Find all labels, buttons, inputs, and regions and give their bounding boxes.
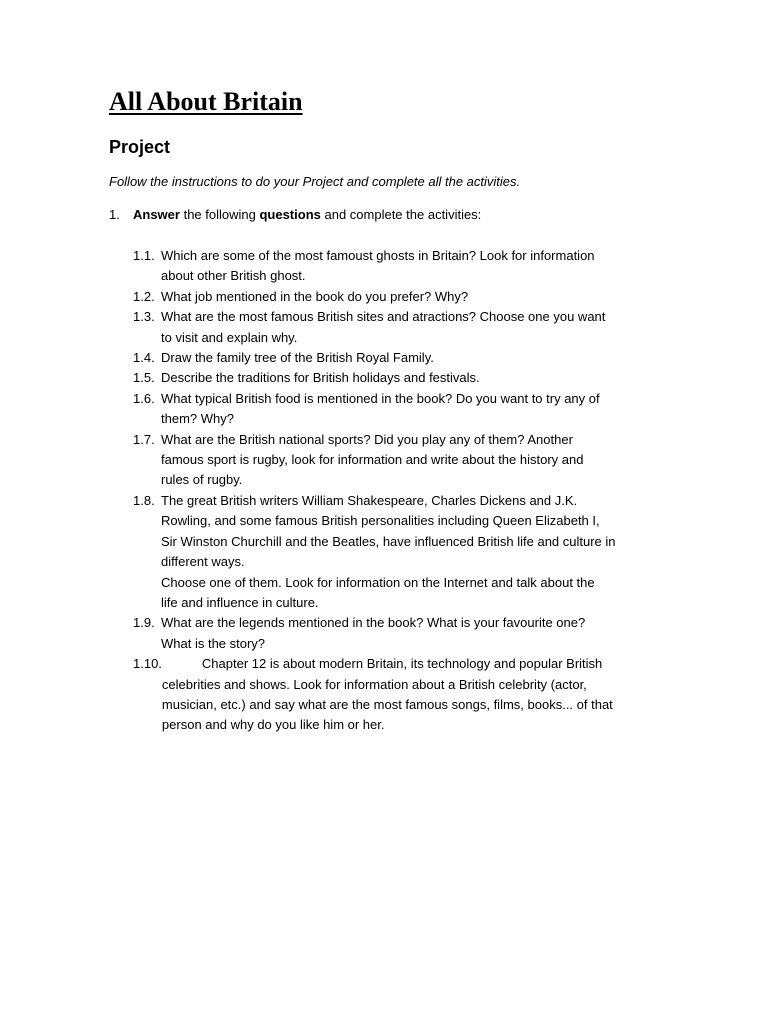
sub-question-line: Which are some of the most famoust ghosts in Britain? Look for information (161, 248, 595, 263)
sub-question-number: 1.2. (133, 288, 155, 304)
sub-question-item (133, 307, 693, 348)
sub-question-item (133, 287, 693, 307)
sub-question-line (162, 654, 693, 674)
sub-question-line: to visit and explain why. (161, 329, 298, 345)
sub-question-item (133, 368, 693, 388)
sub-question-text (161, 307, 693, 348)
sub-question-item (133, 246, 693, 287)
sub-question-number: 1.5. (133, 370, 155, 386)
sub-question-text (162, 654, 693, 736)
sub-question-line: famous sport is rugby, look for information and write about the history and (161, 452, 584, 468)
sub-question-item (133, 430, 693, 491)
sub-question-line: celebrities and shows. Look for information about a British celebrity (actor, (161, 676, 587, 692)
main-item-bold-questions: questions (259, 207, 321, 222)
main-item-text-middle: the following (179, 207, 260, 222)
sub-question-line: Describe the traditions for British holidays and festivals. (161, 370, 480, 386)
sub-question-text (161, 246, 693, 287)
sub-question-line: Choose one of them. Look for information on the Internet and talk about the (161, 574, 595, 590)
sub-question-text (161, 368, 693, 388)
sub-question-line: different ways. (161, 554, 245, 570)
sub-question-number: 1.8. (133, 492, 155, 508)
sub-question-line-text: Chapter 12 is about modern Britain, its technology and popular British (201, 656, 603, 672)
sub-question-item (133, 491, 693, 613)
instructions-text: Follow the instructions to do your Project and complete all the activities. (109, 174, 521, 189)
sub-question-line: Draw the family tree of the British Royal Family. (161, 350, 434, 366)
main-list-item (109, 206, 481, 224)
sub-question-text (161, 491, 693, 613)
sub-question-item (133, 613, 693, 654)
sub-question-number: 1.10. (133, 656, 162, 672)
sub-question-line: What is the story? (161, 635, 266, 651)
sub-question-text (161, 613, 693, 654)
sub-question-list (133, 246, 693, 736)
sub-question-text (161, 389, 693, 430)
section-heading: Project (109, 137, 171, 157)
sub-question-line: them? Why? (161, 411, 234, 427)
sub-question-item (133, 389, 693, 430)
sub-question-line: The great British writers William Shakespeare, Charles Dickens and J.K. (161, 492, 578, 508)
sub-question-line: person and why do you like him or her. (161, 717, 385, 733)
sub-question-line: What are the most famous British sites and atractions? Choose one you want (161, 309, 606, 325)
main-item-text-end: and complete the activities: (320, 207, 482, 222)
sub-question-number: 1.7. (133, 431, 155, 447)
sub-question-line: Sir Winston Churchill and the Beatles, have influenced British life and culture in (161, 533, 616, 549)
main-item-bold-answer: Answer (133, 207, 180, 222)
sub-question-line: about other British ghost. (161, 268, 306, 284)
sub-question-item (133, 654, 693, 736)
sub-question-number: 1.9. (133, 615, 155, 631)
main-item-number: 1. (109, 207, 120, 222)
sub-question-line: Rowling, and some famous British personalities including Queen Elizabeth I, (161, 513, 600, 529)
sub-question-line: What typical British food is mentioned in the book? Do you want to try any of (161, 390, 600, 406)
sub-question-line: What job mentioned in the book do you prefer? Why? (161, 288, 469, 304)
sub-question-item (133, 348, 693, 368)
sub-question-line: What are the legends mentioned in the book? What is your favourite one? (161, 615, 586, 631)
sub-question-text (161, 287, 693, 307)
sub-question-number: 1.3. (133, 309, 155, 325)
sub-question-text (161, 430, 693, 491)
sub-question-text (161, 348, 693, 368)
sub-question-line: life and influence in culture. (161, 594, 319, 610)
sub-question-number: 1.4. (133, 350, 155, 366)
sub-question-line: musician, etc.) and say what are the most famous songs, films, books... of that (161, 696, 613, 712)
sub-question-line: What are the British national sports? Did you play any of them? Another (161, 431, 573, 447)
document-title: All About Britain (109, 87, 303, 116)
sub-question-number: 1.1. (133, 248, 155, 263)
sub-question-number: 1.6. (133, 390, 155, 406)
sub-question-line: rules of rugby. (161, 472, 243, 488)
